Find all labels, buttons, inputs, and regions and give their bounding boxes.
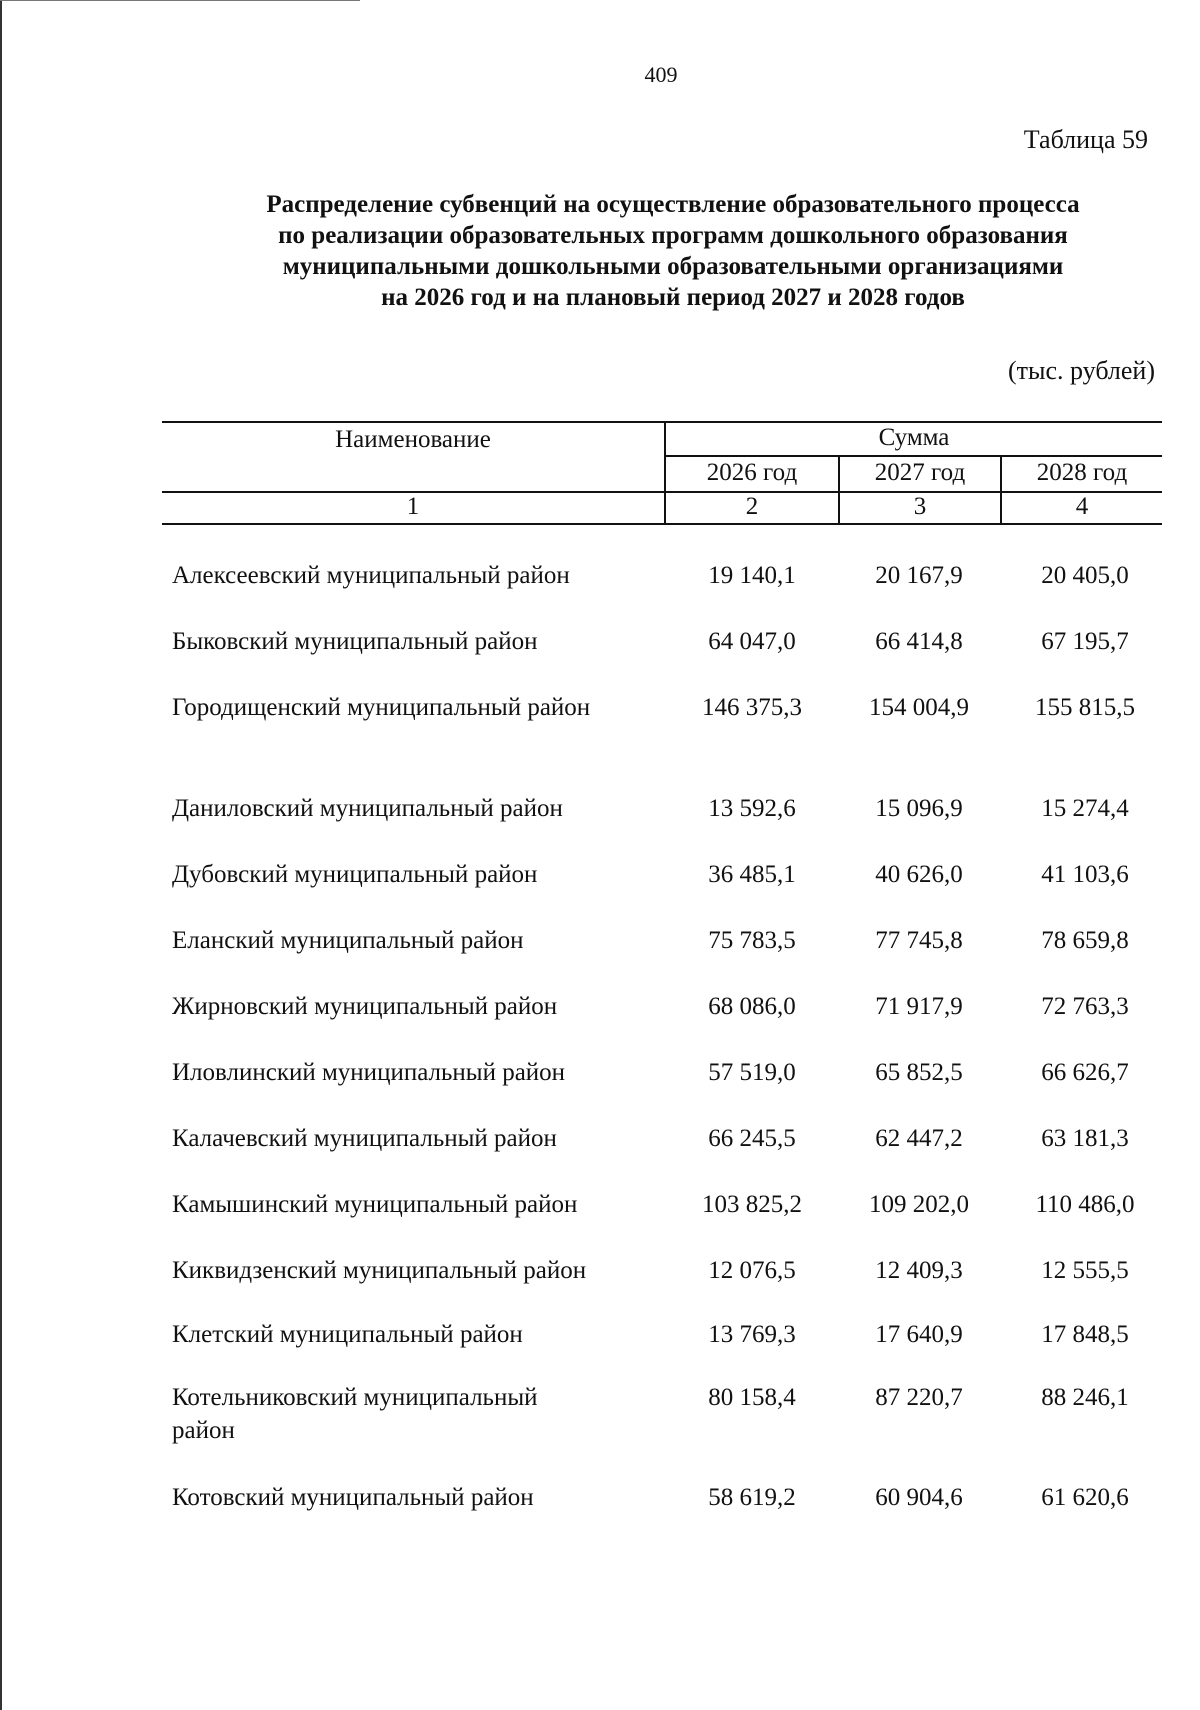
row-value-2028: 17 848,5 [1041, 1321, 1129, 1348]
page-number: 409 [644, 62, 678, 87]
row-value-2026: 66 245,5 [708, 1125, 796, 1152]
header-year-2028: 2028 год [1036, 459, 1128, 486]
col-number-2: 2 [745, 493, 759, 520]
row-name: Котовский муниципальный район [172, 1484, 534, 1511]
row-name: Городищенский муниципальный район [172, 694, 591, 721]
row-name: Котельниковский муниципальный район [172, 1384, 538, 1444]
row-value-2028: 15 274,4 [1041, 795, 1129, 822]
title-line: муниципальными дошкольными образовательными организациями [282, 253, 1064, 280]
row-value-2026: 80 158,4 [708, 1384, 796, 1411]
row-value-2027: 154 004,9 [869, 694, 969, 721]
row-value-2026: 19 140,1 [708, 562, 796, 589]
row-value-2027: 12 409,3 [875, 1257, 963, 1284]
row-value-2026: 58 619,2 [708, 1484, 796, 1511]
col-number-4: 4 [1075, 493, 1089, 520]
title-line: на 2026 год и на плановый период 2027 и 2028 годов [381, 284, 965, 311]
row-value-2026: 68 086,0 [708, 993, 796, 1020]
row-value-2028: 63 181,3 [1041, 1125, 1129, 1152]
row-value-2027: 65 852,5 [875, 1059, 963, 1086]
row-value-2026: 103 825,2 [702, 1191, 802, 1218]
row-value-2026: 13 592,6 [708, 795, 796, 822]
row-value-2027: 87 220,7 [875, 1384, 963, 1411]
row-value-2028: 67 195,7 [1041, 628, 1129, 655]
row-value-2028: 61 620,6 [1041, 1484, 1129, 1511]
row-value-2028: 72 763,3 [1041, 993, 1129, 1020]
col-number-3: 3 [913, 493, 927, 520]
row-value-2028: 155 815,5 [1035, 694, 1135, 721]
row-value-2028: 66 626,7 [1041, 1059, 1129, 1086]
row-value-2028: 20 405,0 [1041, 562, 1129, 589]
header-name: Наименование [335, 426, 491, 453]
row-value-2027: 40 626,0 [875, 861, 963, 888]
header-sum-rule [665, 455, 1162, 457]
col-number-1: 1 [406, 493, 420, 520]
row-value-2027: 17 640,9 [875, 1321, 963, 1348]
row-value-2027: 60 904,6 [875, 1484, 963, 1511]
header-year-2027: 2027 год [874, 459, 966, 486]
row-value-2027: 20 167,9 [875, 562, 963, 589]
units-note: (тыс. рублей) [1007, 356, 1155, 385]
scan-top-rule [0, 0, 360, 1]
document-title [180, 189, 1166, 313]
row-name: Еланский муниципальный район [172, 927, 524, 954]
header-sum: Сумма [878, 424, 950, 451]
row-value-2028: 41 103,6 [1041, 861, 1129, 888]
row-name: Клетский муниципальный район [172, 1321, 523, 1348]
title-line: Распределение субвенций на осуществление образовательного процесса [266, 191, 1080, 218]
title-line: по реализации образовательных программ дошкольного образования [278, 222, 1068, 249]
row-value-2026: 12 076,5 [708, 1257, 796, 1284]
row-value-2028: 88 246,1 [1041, 1384, 1129, 1411]
scan-edge [0, 0, 2, 1710]
row-value-2027: 15 096,9 [875, 795, 963, 822]
row-name: Быковский муниципальный район [172, 628, 538, 655]
row-value-2026: 36 485,1 [708, 861, 796, 888]
row-value-2028: 110 486,0 [1035, 1191, 1135, 1218]
row-value-2026: 13 769,3 [708, 1321, 796, 1348]
row-value-2026: 75 783,5 [708, 927, 796, 954]
header-top-rule [162, 421, 1162, 423]
header-bottom-rule [162, 523, 1162, 525]
row-value-2028: 12 555,5 [1041, 1257, 1129, 1284]
row-name: Дубовский муниципальный район [172, 861, 538, 888]
row-value-2027: 109 202,0 [869, 1191, 969, 1218]
row-name: Даниловский муниципальный район [172, 795, 563, 822]
table-label: Таблица 59 [1023, 125, 1148, 154]
row-name: Иловлинский муниципальный район [172, 1059, 566, 1086]
header-year-2026: 2026 год [706, 459, 798, 486]
row-value-2027: 77 745,8 [875, 927, 963, 954]
row-value-2027: 62 447,2 [875, 1125, 963, 1152]
row-value-2026: 57 519,0 [708, 1059, 796, 1086]
row-value-2026: 64 047,0 [708, 628, 796, 655]
row-value-2028: 78 659,8 [1041, 927, 1129, 954]
row-value-2026: 146 375,3 [702, 694, 802, 721]
row-name: Киквидзенский муниципальный район [172, 1257, 587, 1284]
row-name: Калачевский муниципальный район [172, 1125, 557, 1152]
row-name: Алексеевский муниципальный район [172, 562, 570, 589]
row-value-2027: 66 414,8 [875, 628, 963, 655]
row-name: Камышинский муниципальный район [172, 1191, 578, 1218]
row-value-2027: 71 917,9 [875, 993, 963, 1020]
row-name: Жирновский муниципальный район [172, 993, 558, 1020]
